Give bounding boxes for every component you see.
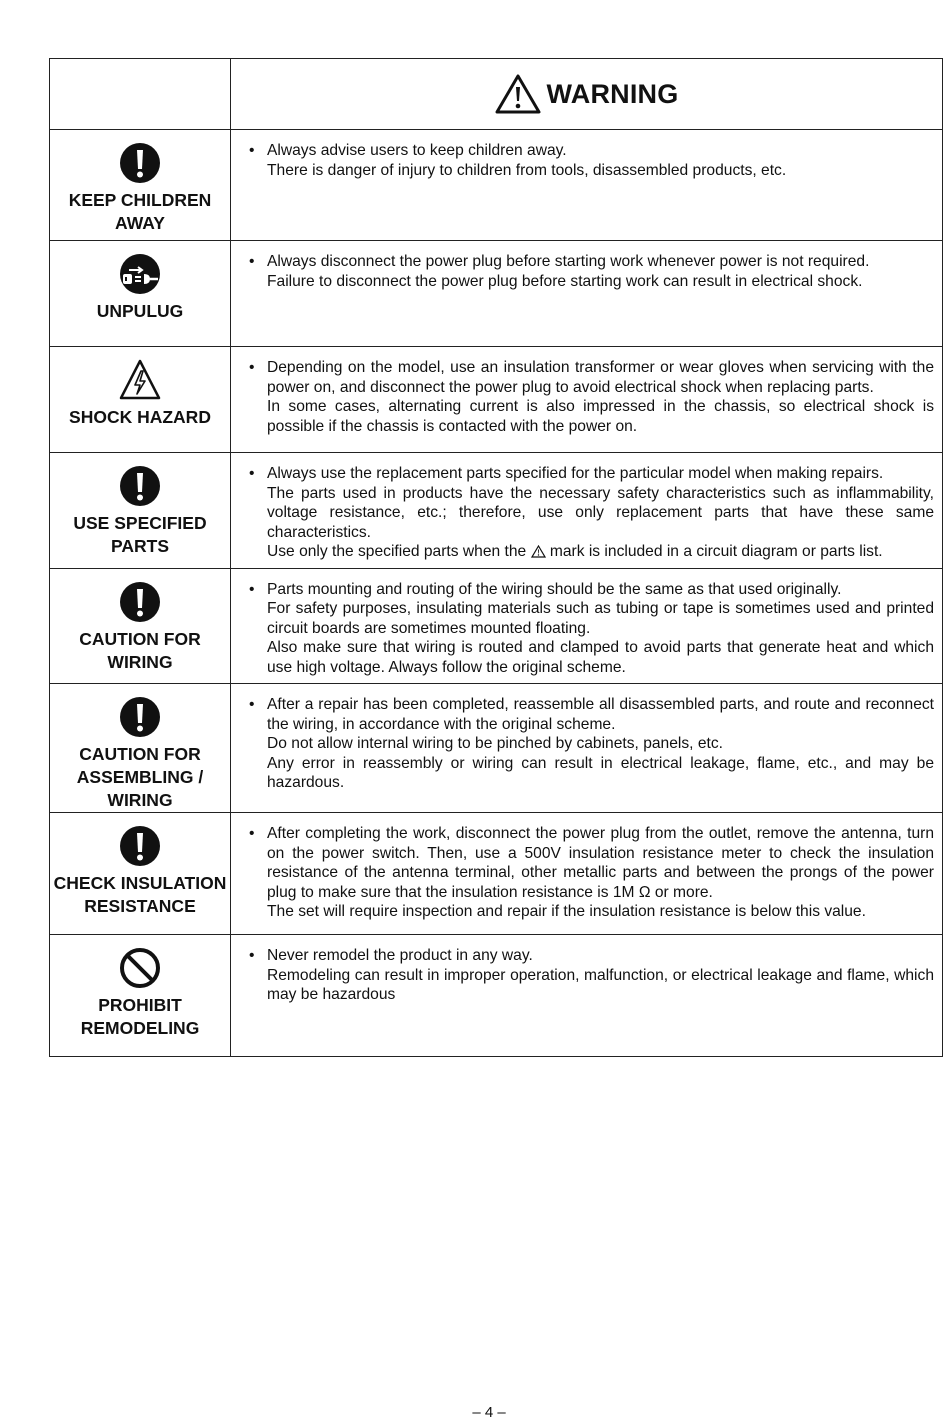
page-number: – 4 – xyxy=(472,1404,506,1421)
bullet-item xyxy=(249,580,934,678)
exclamation-circle-icon xyxy=(119,581,161,623)
row-label-cell xyxy=(50,130,231,241)
mark-line-after: mark is included in a circuit diagram or parts list. xyxy=(545,543,883,560)
row-text-cell xyxy=(231,241,943,347)
warning-title: WARNING xyxy=(546,78,679,109)
bullet-item xyxy=(249,358,934,436)
warning-row xyxy=(50,935,943,1057)
warning-text-line: In some cases, alternating current is also impressed in the chassis, so electrical shock is possible if the chassis is contacted with the power on. xyxy=(267,398,934,435)
row-label-cell xyxy=(50,347,231,453)
bullet-dot: • xyxy=(249,696,255,713)
warning-text-line: Never remodel the product in any way. xyxy=(267,947,533,964)
warning-text-line: After completing the work, disconnect the power plug from the outlet, remove the antenna, turn on the power switch. Then, use a 500V insulation resistance meter to check the insulation resistance of the antenna terminal, other metallic parts and between the prongs of the power plug to make sure that the insulation resistance is 1M Ω or more. xyxy=(267,825,934,901)
bullet-item xyxy=(249,252,934,291)
mark-line-before: Use only the specified parts when the xyxy=(267,543,531,560)
warning-text-line: After a repair has been completed, reassemble all disassembled parts, and route and reconnect the wiring, in accordance with the original scheme. xyxy=(267,696,934,733)
warning-row xyxy=(50,568,943,684)
bullet-item xyxy=(249,695,934,793)
row-text-cell xyxy=(231,347,943,453)
bullet-dot: • xyxy=(249,142,255,159)
warning-row xyxy=(50,684,943,813)
warning-text-line: Always disconnect the power plug before starting work whenever power is not required. xyxy=(267,253,870,270)
warning-text-line: The parts used in products have the necessary safety characteristics such as inflammability, voltage resistance, etc.; therefore, use only replacement parts that have these same characteristics. xyxy=(267,484,934,541)
exclamation-circle-icon xyxy=(119,465,161,507)
warning-header-row xyxy=(50,59,943,130)
exclamation-circle-icon xyxy=(119,142,161,184)
bullet-dot: • xyxy=(249,947,255,964)
row-label: CAUTION FOR WIRING xyxy=(79,628,201,672)
bullet-dot: • xyxy=(249,465,255,482)
row-label: PROHIBIT REMODELING xyxy=(80,995,200,1038)
bullet-item xyxy=(249,824,934,922)
bullet-item xyxy=(249,946,934,1005)
warning-text-line: Parts mounting and routing of the wiring should be the same as that used originally. xyxy=(267,580,842,598)
warning-row xyxy=(50,130,943,241)
exclamation-circle-icon xyxy=(119,825,161,867)
row-label-cell xyxy=(50,684,231,813)
header-empty-cell xyxy=(50,59,231,130)
warning-table xyxy=(49,58,943,1057)
warning-text-line: The set will require inspection and repair if the insulation resistance is below this value. xyxy=(267,903,866,920)
row-label-cell xyxy=(50,568,231,684)
row-text-cell xyxy=(231,813,943,935)
warning-text-line: Remodeling can result in improper operation, malfunction, or electrical leakage and flame, which may be hazardous xyxy=(267,966,934,1003)
bullet-item xyxy=(249,141,934,180)
bullet-dot: • xyxy=(249,359,255,376)
prohibition-icon xyxy=(119,947,161,989)
warning-text-line: Depending on the model, use an insulation transformer or wear gloves when servicing with the power on, and disconnect the power plug to avoid electrical shock when replacing parts. xyxy=(267,359,934,396)
row-label: CHECK INSULATION RESISTANCE xyxy=(53,873,227,916)
row-text-cell xyxy=(231,453,943,569)
row-label: CAUTION FOR ASSEMBLING / WIRING xyxy=(76,744,204,810)
row-label-cell xyxy=(50,453,231,569)
row-label: SHOCK HAZARD xyxy=(69,407,211,427)
row-label-cell xyxy=(50,935,231,1057)
warning-text-line: For safety purposes, insulating materials such as tubing or tape is sometimes used and printed circuit boards are sometimes mounted floating. xyxy=(267,600,934,637)
safety-mark-triangle-icon xyxy=(531,545,546,558)
exclamation-circle-icon xyxy=(119,696,161,738)
electric-shock-icon xyxy=(119,359,161,401)
row-text-cell xyxy=(231,130,943,241)
warning-text-line: Also make sure that wiring is routed and clamped to avoid parts that generate heat and which use high voltage. Always follow the original scheme. xyxy=(267,639,934,676)
unplug-icon xyxy=(119,253,161,295)
warning-row xyxy=(50,453,943,569)
row-label-cell xyxy=(50,813,231,935)
bullet-dot: • xyxy=(249,825,255,842)
header-title-cell xyxy=(231,59,943,130)
row-label: USE SPECIFIED PARTS xyxy=(73,513,207,556)
warning-text-line: Always use the replacement parts specified for the particular model when making repairs. xyxy=(267,465,884,482)
warning-text-line: Do not allow internal wiring to be pinched by cabinets, panels, etc. xyxy=(267,735,723,752)
row-text-cell xyxy=(231,568,943,684)
row-label: KEEP CHILDREN AWAY xyxy=(68,190,212,233)
row-text-cell xyxy=(231,684,943,813)
warning-text-line xyxy=(267,542,934,562)
bullet-dot: • xyxy=(249,253,255,270)
row-text-cell xyxy=(231,935,943,1057)
warning-text-line: There is danger of injury to children from tools, disassembled products, etc. xyxy=(267,161,787,179)
bullet-dot: • xyxy=(249,580,255,598)
warning-triangle-icon xyxy=(495,73,541,115)
warning-row xyxy=(50,347,943,453)
warning-text-line: Any error in reassembly or wiring can result in electrical leakage, flame, etc., and may be hazardous. xyxy=(267,754,934,791)
bullet-item xyxy=(249,464,934,562)
warning-text-line: Always advise users to keep children away. xyxy=(267,142,567,159)
row-label: UNPULUG xyxy=(96,301,184,321)
warning-text-line: Failure to disconnect the power plug before starting work can result in electrical shock. xyxy=(267,272,863,290)
warning-row xyxy=(50,241,943,347)
warning-row xyxy=(50,813,943,935)
row-label-cell xyxy=(50,241,231,347)
